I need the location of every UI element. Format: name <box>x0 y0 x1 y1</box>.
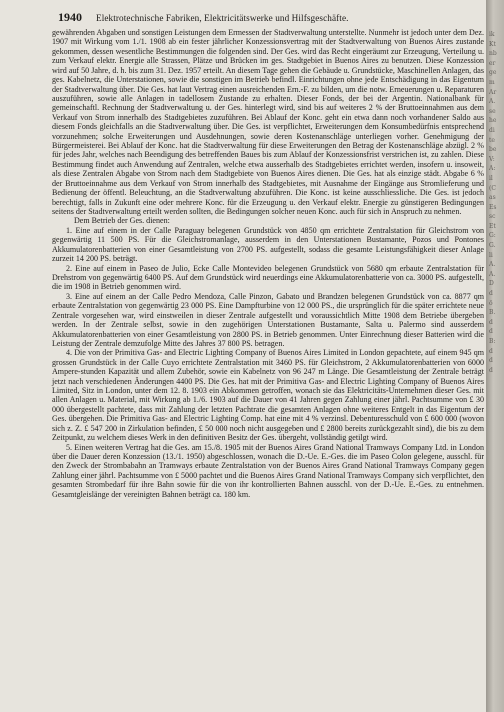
paragraph-concession-terms: gewährenden Abgaben und sonstigen Leistungen dem Ermessen der Stadtverwaltung unterstellte. Nunmehr ist jedoch unter dem Dez. 1907 mit Wirkung vom 1./1. 1908 ab ein fester jährlicher Konzessionsvertrag mit der Stadtverwaltung von Buenos Aires zustande gekommen, dessen wesentliche Bestimmungen die folgenden sind. Der Ges. wird das Recht eingeräumt zur Erzeugung, Verteilung u. zum Verkauf elektr. Energie alle Strassen, Plätze und Brücken im ges. Stadtgebiet in Buenos Aires zu benutzen. Diese Konzession wird auf 50 Jahre, d. h. bis zum 31. Dez. 1957 erteilt. An diesem Tage gehen die Gebäude u. Grundstücke, Maschinellen Anlagen, das ges. Kabelnetz, die Unterstationen, sowie die sonstigen im Betrieb befindl. Einrichtungen ohne jede Entschädigung in das Eigentum der Stadtverwaltung über. Die Ges. hat laut Vertrag einen ausreichenden Ern.-F. zu bilden, um die notw. Erneuerungen u. Reparaturen auszuführen, sowie alle Anlagen in tadellosem Zustande zu erhalten. Dieser Fonds, der bei der Argentin. Nationalbank für gemeinschaftl. Rechnung der Stadtverwaltung u. der Ges. hinterlegt wird, sind bis auf weiteres 2 % der Bruttoeinnahmen aus dem Verkauf von Strom innerhalb des Stadtgebietes zuzuführen. Bei Ablauf der Konc. geht ein etwa dann noch vorhandener Saldo aus diesem Fonds gleichfalls an die Stadtverwaltung über. Die Ges. ist verpflichtet, Erweiterungen dem Konsumbedürfnis entsprechend vorzunehmen; solche Erweiterungen und Ausdehnungen, sowie deren Kostenanschläge unterliegen vorher. Genehmigung der Bürgermeisterei. Bei Ablauf der Konc. hat die Stadtverwaltung für diese Erweiterungen den Betrag der Kostenanschläge abzügl. 2 % für jedes Jahr, welches nach Beendigung des betreffenden Baues bis zum Ablauf der Konzessionsfrist verstrichen ist, zu zahlen. Diese Bestimmung findet auch Anwendung auf Zentralen, welche etwa ausserhalb des Stadtgebietes errichtet werden, insofern u. insoweit, als diese Zentralen Abgabe von Strom nach dem Stadtgebiete von Buenos Aires dienen. Die Ges. hat als einzige städt. Abgabe 6 % der Bruttoeinnahme aus dem Verkauf von Strom innerhalb des Stadtgebietes, mit Ausnahme der Eingänge aus Stromlieferung und Bedienung der öffentl. Beleuchtung, an die Stadtverwaltung abzuführen. Die Konc. ist keine ausschliessliche. Die Ges. ist jedoch berechtigt, falls in Zukunft eine oder mehrere Konc. für die Erzeugung u. den Verkauf elektr. Energie zu günstigeren Bedingungen seitens der Stadtverwaltung erteilt werden sollten, die Bedingungen solcher neuen Konc. auch für sich in Anspruch zu nehmen. <box>52 28 484 217</box>
page-number: 1940 <box>58 10 82 24</box>
paragraph-item-5-tramways: 5. Einen weiteren Vertrag hat die Ges. am 15./8. 1905 mit der Buenos Aires Grand National Tramways Company Ltd. in London über die Dauer deren Konzession (13./1. 1950) abgeschlossen, wonach die D.-Ue. E.-Ges. die im Paseo Colon gelegene, ausschl. für den Zweck der Strombabahn an Tramways erbaute Zentralstation von der Buenos Aires Grand National Tramways Company gegen Zahlung einer jährl. Pachtsumme von £ 5000 pachtet und die Buenos Aires Grand National Tramways Company sich verpflichtet, den gesamten Strombedarf für ihre Bahn sowie für die von ihr kontrollierten Bahnen ausschl. von der D.-Ue. E.-Ges. zu entnehmen. Gesamtgleislänge der vereinigten Bahnen beträgt ca. 180 km. <box>52 442 484 499</box>
page-header <box>58 10 478 25</box>
next-page-edge-glyphs: ik Kt nb er ge m Ar A. se he di te be V: A: il (C as Es sc Et G: G. li A. A. D d ö B. d d B: d d d <box>489 31 497 374</box>
paragraph-item-4-primitiva: 4. Die von der Primitiva Gas- and Electric Lighting Company of Buenos Aires Limited in London gepachtete, auf einem 945 qm grossen Grundstück in der Calle Cuyo errichtete Zentralstation mit 3460 PS. für Gleichstrom, 2 Akkumulatorenbatterien von 6000 Ampere-stunden Kapazität und allem Zubehör, sowie ein Kabelnetz von 96 247 m Länge. Die Gesamtleistung der Zentrale beträgt jetzt nach verschiedenen Änderungen 4400 PS. Die Ges. hat mit der Primitiva Gas- and Electric Lighting Company of Buenos Aires Limited, Sitz in London, unter dem 12. 8. 1903 ein Abkommen getroffen, wonach sie das Elektricitäts-Unternehmen dieser Ges. mit allen Anlagen u. Material, mit Wirkung ab 1./6. 1903 auf die Dauer von 41 Jahren gegen Zahlung einer jährl. Pachtsumme von £ 30 000 übergestellt pachtete, dass mit Zahlung der letzten Pachtrate die gesamten Anlagen ohne weiteres Entgelt in das Eigentum der Ges. übergehen. Die Primitiva Gas- and Electric Lighting Comp. hat eine mit 4 % verzinsl. Debenturesschuld von £ 600 000 (wovon sich z. Z. £ 547 200 in Zirkulation befinden, £ 50 000 noch nicht ausgegeben und £ 2800 bereits zurückgezahlt sind), die bis zu dem Zeitpunkt, zu welchem dieses Werk in den definitiven Besitz der Ges. übergeht, vollständig getilgt wird. <box>52 348 484 443</box>
paragraph-item-2-paseo-de-julio: 2. Eine auf einem in Paseo de Julio, Ecke Calle Montevideo belegenen Grundstück von 5680 qm erbaute Zentralstation für Drehstrom von gegenwärtig 6400 PS. Auf dem Grundstück wird neuerdings eine Akkumulatorenbatterie von ca. 3000 PS. aufgestellt, die im 1908 in Betrieb genommen wird. <box>52 263 484 292</box>
paragraph-item-3-pedro-mendoza: 3. Eine auf einem an der Calle Pedro Mendoza, Calle Pinzon, Gabato und Brandzen belegenen Grundstück von ca. 8877 qm erbaute Zentralstation von gegenwärtig 23 000 PS. Eine Dampfturbine von 12 000 PS., die ursprünglich für die später errichtete neue Zentrale vorgesehen war, wird einstweilen in dieser Zentrale aufgestellt und voraussichtlich Mitte 1908 dem Betriebe übergeben werden. In der Zentrale selbst, sowie in den zugehörigen Unterstationen Bustamante, Salta u. Palermo sind ausserdem Akkumulatorenbatterien von einer Gesamtleistung von 2800 PS. in Betrieb genommen. Unter Einrechnung dieser Batterien wird die Leistung der Zentrale demzufolge Mitte des Jahres 37 800 PS. betragen. <box>52 291 484 348</box>
body-text <box>52 28 484 499</box>
paragraph-item-1-paraguay: 1. Eine auf einem in der Calle Paraguay belegenen Grundstück von 4850 qm errichtete Zentralstation für Gleichstrom von gegenwärtig 11 500 PS. Für die Gleichstromanlage, ausserdem in den Unterstationen Bustamante, Pozos und Pontones Akkumulatorenbatterien von einer Gesamtleistung von 2700 PS. aufgestellt, sodass die gesamte Leistungsfähigkeit dieser Anlage zurzeit 14 200 PS. beträgt. <box>52 225 484 264</box>
paragraph-operations-intro: Dem Betrieb der Ges. dienen: <box>74 216 170 226</box>
next-page-edge <box>486 0 504 712</box>
running-title: Elektrotechnische Fabriken, Elektricitätswerke und Hilfsgeschäfte. <box>96 13 349 23</box>
